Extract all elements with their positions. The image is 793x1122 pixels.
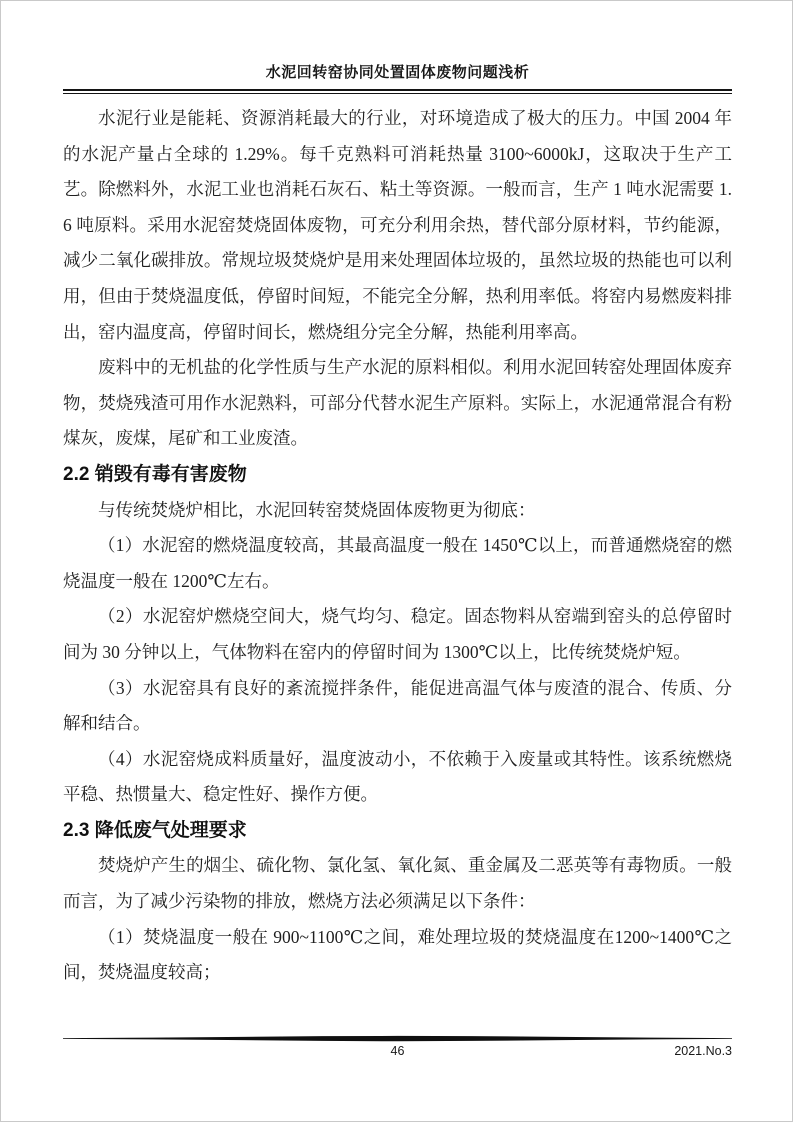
running-head-title: 水泥回转窑协同处置固体废物问题浅析 [265, 65, 530, 81]
page-number: 46 [390, 1044, 405, 1058]
footer-text-row [63, 1044, 732, 1062]
section-heading-2-3: 2.3 降低废气处理要求 [63, 819, 247, 841]
list-item-paragraph: （4）水泥窑烧成料质量好，温度波动小，不依赖于入废量或其特性。该系统燃烧平稳、热惯量大、稳定性好、操作方便。 [63, 748, 732, 805]
section-heading-2-2: 2.2 销毁有毒有害废物 [63, 463, 247, 485]
list-item-paragraph: （1）水泥窑的燃烧温度较高，其最高温度一般在 1450℃以上，而普通燃烧窑的燃烧温度一般在 1200℃左右。 [63, 535, 732, 591]
body-paragraph: 焚烧炉产生的烟尘、硫化物、氯化氢、氧化氮、重金属及二恶英等有毒物质。一般而言，为了减少污染物的排放，燃烧方法必须满足以下条件： [63, 855, 732, 912]
list-item-paragraph: （2）水泥窑炉燃烧空间大，烧气均匀、稳定。固态物料从窑端到窑头的总停留时间为 30 分钟以上，气体物料在窑内的停留时间为 1300℃以上，比传统焚烧炉短。 [63, 606, 732, 662]
list-item-paragraph: （1）焚烧温度一般在 900~1100℃之间，难处理垃圾的焚烧温度在1200~1400℃之间，焚烧温度较高； [63, 926, 732, 983]
document-body [63, 101, 732, 991]
page-footer [63, 1035, 732, 1062]
body-paragraph: 与传统焚烧炉相比，水泥回转窑焚烧固体废物更为彻底： [98, 499, 536, 520]
list-item-paragraph: （3）水泥窑具有良好的紊流搅拌条件，能促进高温气体与废渣的混合、传质、分解和结合。 [63, 677, 732, 734]
body-paragraph: 废料中的无机盐的化学性质与生产水泥的原料相似。利用水泥回转窑处理固体废弃物，焚烧残渣可用作水泥熟料，可部分代替水泥生产原料。实际上，水泥通常混合有粉煤灰，废煤，尾矿和工业废渣。 [63, 357, 732, 449]
footer-taper-rule [63, 1035, 732, 1043]
issue-label: 2021.No.3 [674, 1044, 732, 1058]
body-paragraph: 水泥行业是能耗、资源消耗最大的行业，对环境造成了极大的压力。中国 2004 年的水泥产量占全球的 1.29%。每千克熟料可消耗热量 3100~6000kJ，这取决于生产工艺。除燃料外，水泥工业也消耗石灰石、粘土等资源。一般而言，生产 1 吨水泥需要 1.6 吨原料。采用水泥窑焚烧固体废物，可充分利用余热，替代部分原材料，节约能源，减少二氧化碳排放。常规垃圾焚烧炉是用来处理固体垃圾的，虽然垃圾的热能也可以利用，但由于焚烧温度低，停留时间短，不能完全分解，热利用率低。将窑内易燃废料排出，窑内温度高，停留时间长，燃烧组分完全分解，热能利用率高。 [63, 108, 732, 342]
page-header [63, 64, 732, 94]
header-rule [63, 89, 732, 94]
